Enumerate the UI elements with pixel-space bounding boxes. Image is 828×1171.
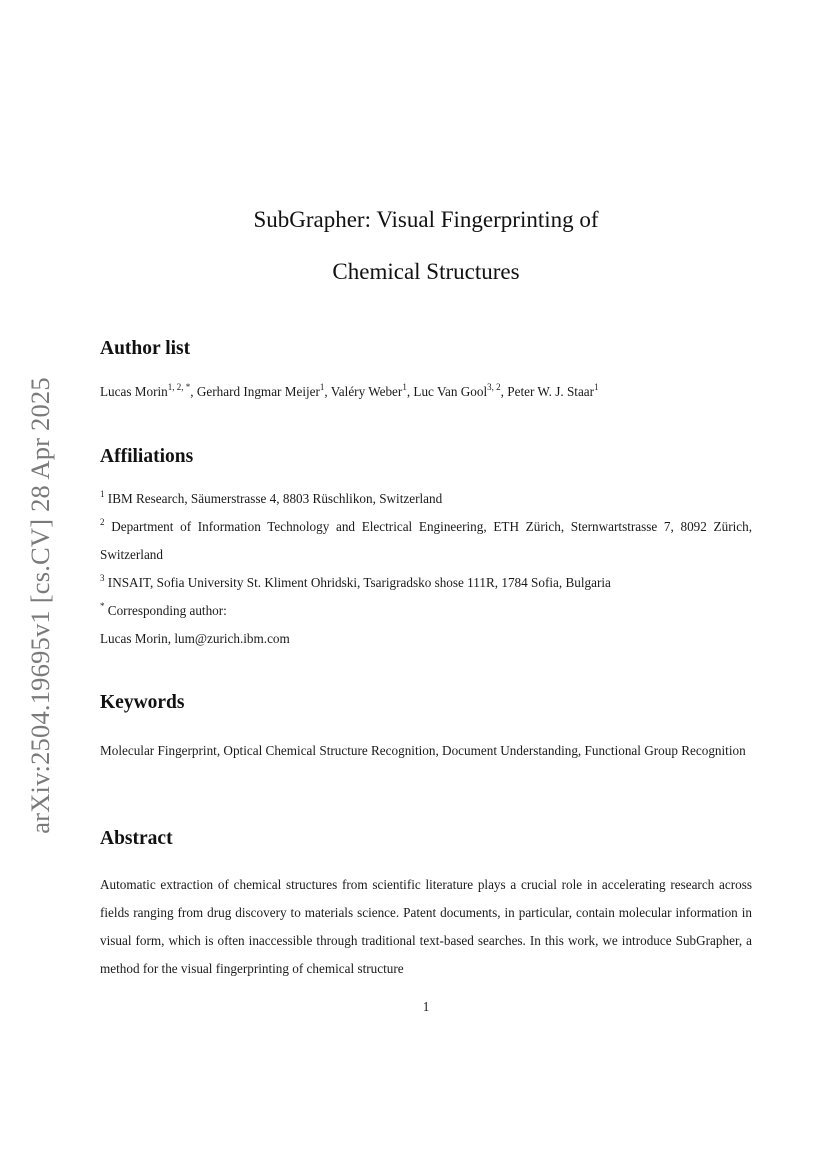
abstract-heading: Abstract bbox=[100, 828, 173, 849]
abstract-text: Automatic extraction of chemical structures from scientific literature plays a crucial role in accelerating research across fields ranging from drug discovery to materials science. Patent documents, in particular, contain molecular information in visual form, which is often inaccessible through traditional text-based searches. In this work, we introduce SubGrapher, a method for the visual fingerprinting of chemical structure bbox=[100, 877, 752, 976]
author-name: Lucas Morin bbox=[100, 384, 168, 399]
author-name: Gerhard Ingmar Meijer bbox=[196, 384, 320, 399]
author-name: Valéry Weber bbox=[330, 384, 403, 399]
affiliations-heading: Affiliations bbox=[100, 446, 194, 467]
affiliation-item bbox=[100, 485, 752, 513]
author-list-heading: Author list bbox=[100, 338, 191, 359]
affiliation-item bbox=[100, 569, 752, 597]
author-affiliation-marks: 1 bbox=[319, 382, 325, 392]
affiliation-text: INSAIT, Sofia University St. Kliment Ohridski, Tsarigradsko shose 111R, 1784 Sofia, Bulgaria bbox=[107, 575, 611, 590]
affiliation-text: IBM Research, Säumerstrasse 4, 8803 Rüschlikon, Switzerland bbox=[107, 491, 443, 506]
author-list: Lucas Morin$^{1, 2, *}$, Gerhard Ingmar Meijer$^1$, Valéry Weber$^1$, Luc Van Gool$^{3, 2}$, Peter W. J. Staar$^1$ bbox=[100, 382, 599, 399]
arxiv-identifier-text: arXiv:2504.19695v1 [cs.CV] 28 Apr 2025 bbox=[24, 376, 55, 834]
paper-title bbox=[100, 194, 752, 298]
arxiv-identifier-stamp bbox=[18, 360, 62, 850]
corresponding-author-mark: * bbox=[100, 601, 105, 611]
affiliation-item bbox=[100, 513, 752, 569]
author-affiliation-marks: 1 bbox=[402, 382, 407, 392]
keywords-heading: Keywords bbox=[100, 692, 185, 713]
affiliation-mark: 1 bbox=[100, 489, 105, 499]
affiliation-text: Department of Information Technology and Electrical Engineering, ETH Zürich, Sternwartstrasse 7, 8092 Zürich, Switzerland bbox=[100, 519, 753, 562]
corresponding-author-contact: Lucas Morin, lum@zurich.ibm.com bbox=[100, 631, 290, 646]
author-name: Peter W. J. Staar bbox=[507, 384, 595, 399]
author-affiliation-marks: 1, 2, * bbox=[167, 382, 191, 392]
affiliation-mark: 3 bbox=[100, 573, 105, 583]
author-affiliation-marks: 3, 2 bbox=[487, 382, 501, 392]
page-number: 1 bbox=[422, 999, 430, 1014]
keywords-text: Molecular Fingerprint, Optical Chemical Structure Recognition, Document Understanding, Functional Group Recognition bbox=[100, 743, 746, 758]
author-name: Luc Van Gool bbox=[413, 384, 488, 399]
affiliation-mark: 2 bbox=[100, 517, 105, 527]
corresponding-author-label: * Corresponding author: bbox=[100, 601, 227, 618]
author-affiliation-marks: 1 bbox=[594, 382, 599, 392]
paper-title-line-2: Chemical Structures bbox=[332, 259, 520, 284]
paper-title-line-1: SubGrapher: Visual Fingerprinting of bbox=[253, 207, 599, 232]
